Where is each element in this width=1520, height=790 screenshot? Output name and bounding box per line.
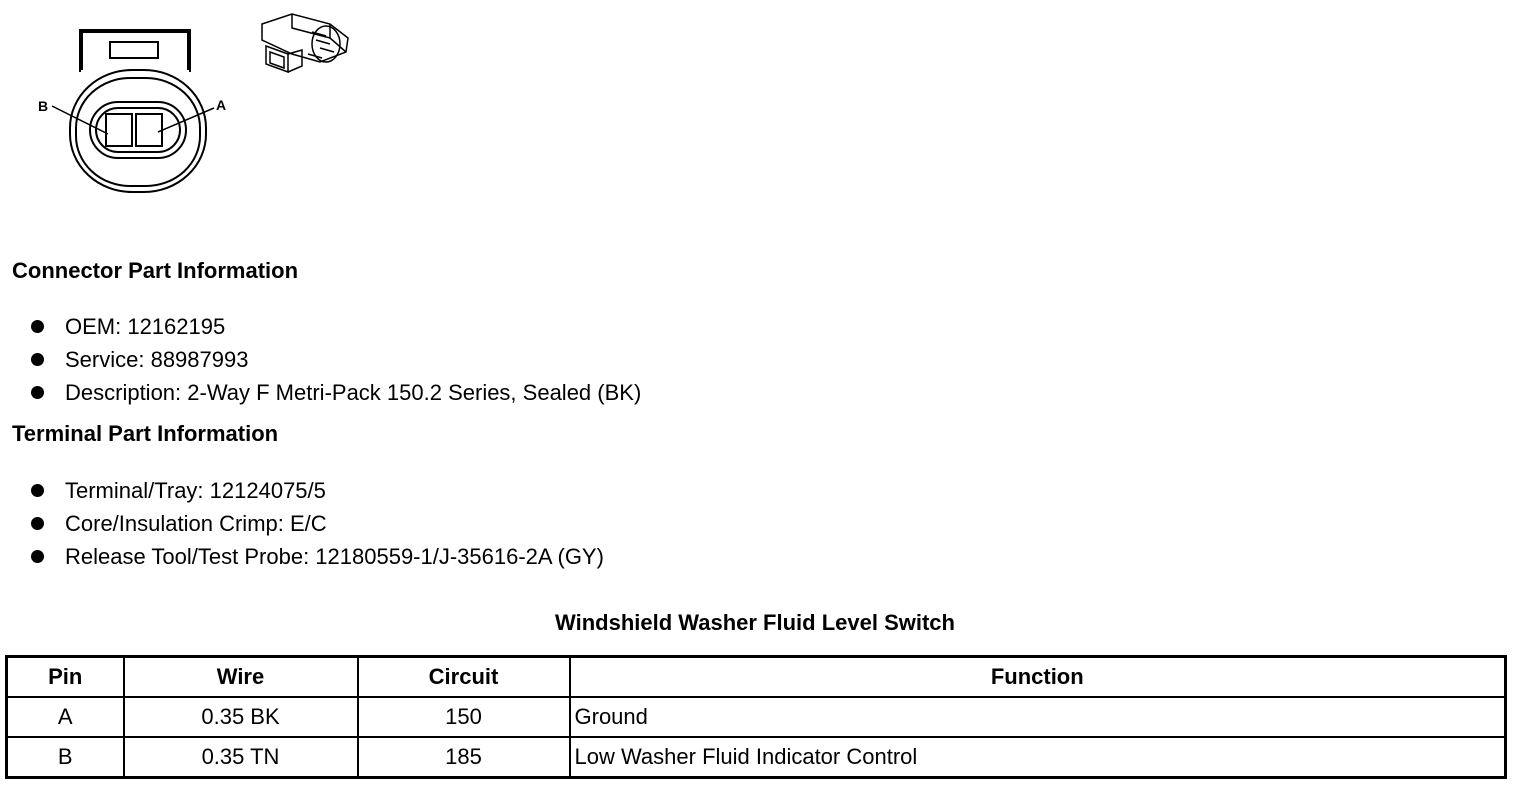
cell-pin: A bbox=[7, 697, 124, 737]
terminal-part-info-list bbox=[28, 474, 604, 573]
connector-part-info-heading: Connector Part Information bbox=[12, 258, 299, 283]
pin-table-title: Windshield Washer Fluid Level Switch bbox=[555, 610, 955, 635]
cell-pin: B bbox=[7, 737, 124, 778]
crimp-type: Core/Insulation Crimp: E/C bbox=[65, 510, 327, 536]
cell-circuit: 185 bbox=[358, 737, 570, 778]
cell-function: Low Washer Fluid Indicator Control bbox=[570, 737, 1506, 778]
connector-part-info-list bbox=[28, 310, 641, 409]
header-wire: Wire bbox=[124, 657, 358, 698]
header-function: Function bbox=[570, 657, 1506, 698]
list-item bbox=[28, 474, 604, 507]
connector-isometric-icon bbox=[262, 14, 348, 72]
table-header-row bbox=[7, 657, 1506, 698]
bullet-icon bbox=[31, 320, 44, 333]
bullet-icon bbox=[31, 550, 44, 563]
list-item bbox=[28, 507, 604, 540]
list-item bbox=[28, 376, 641, 409]
cell-circuit: 150 bbox=[358, 697, 570, 737]
bullet-icon bbox=[31, 353, 44, 366]
list-item bbox=[28, 310, 641, 343]
connector-illustration bbox=[30, 10, 370, 200]
list-item bbox=[28, 540, 604, 573]
pin-a-label: A bbox=[216, 97, 227, 113]
bullet-icon bbox=[31, 484, 44, 497]
oem-part-number: OEM: 12162195 bbox=[65, 313, 226, 339]
bullet-icon bbox=[31, 517, 44, 530]
terminal-part-info-heading: Terminal Part Information bbox=[12, 421, 279, 446]
connector-face-drawing bbox=[30, 10, 370, 200]
release-tool: Release Tool/Test Probe: 12180559-1/J-35616-2A (GY) bbox=[65, 543, 604, 569]
service-part-number: Service: 88987993 bbox=[65, 346, 249, 372]
terminal-tray: Terminal/Tray: 12124075/5 bbox=[65, 477, 326, 503]
header-circuit: Circuit bbox=[358, 657, 570, 698]
cell-wire: 0.35 BK bbox=[124, 697, 358, 737]
bullet-icon bbox=[31, 386, 44, 399]
connector-description: Description: 2-Way F Metri-Pack 150.2 Series, Sealed (BK) bbox=[65, 379, 642, 405]
list-item bbox=[28, 343, 641, 376]
header-pin: Pin bbox=[7, 657, 124, 698]
table-row bbox=[7, 737, 1506, 778]
pin-b-label: B bbox=[38, 98, 49, 114]
cell-function: Ground bbox=[570, 697, 1506, 737]
table-row bbox=[7, 697, 1506, 737]
cell-wire: 0.35 TN bbox=[124, 737, 358, 778]
pin-table bbox=[5, 655, 1507, 779]
